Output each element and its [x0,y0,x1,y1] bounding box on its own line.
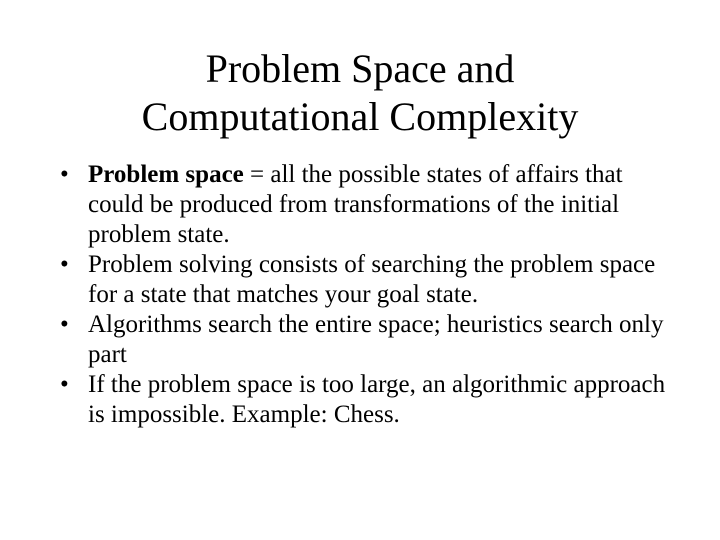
bullet-bold-term: Problem space [88,161,244,188]
bullet-text: If the problem space is too large, an algorithmic approach is impossible. Example: Chess. [88,371,666,428]
bullet-icon: • [60,371,69,398]
title-line-2: Computational Complexity [141,94,579,139]
bullet-list [60,160,680,430]
bullet-icon: • [60,311,69,338]
bullet-text: Problem solving consists of searching the problem space for a state that matches your goal state. [88,251,656,308]
bullet-item [60,250,680,310]
bullet-icon: • [60,161,69,188]
bullet-text: = all the possible states of affairs that could be produced from transformations of the initial problem state. [88,161,623,248]
bullet-item [60,160,680,250]
bullet-item [60,310,680,370]
bullet-icon: • [60,251,69,278]
title-line-1: Problem Space and [205,46,515,91]
bullet-item [60,370,680,430]
bullet-text: Algorithms search the entire space; heuristics search only part [88,311,664,368]
slide-title [60,45,660,141]
